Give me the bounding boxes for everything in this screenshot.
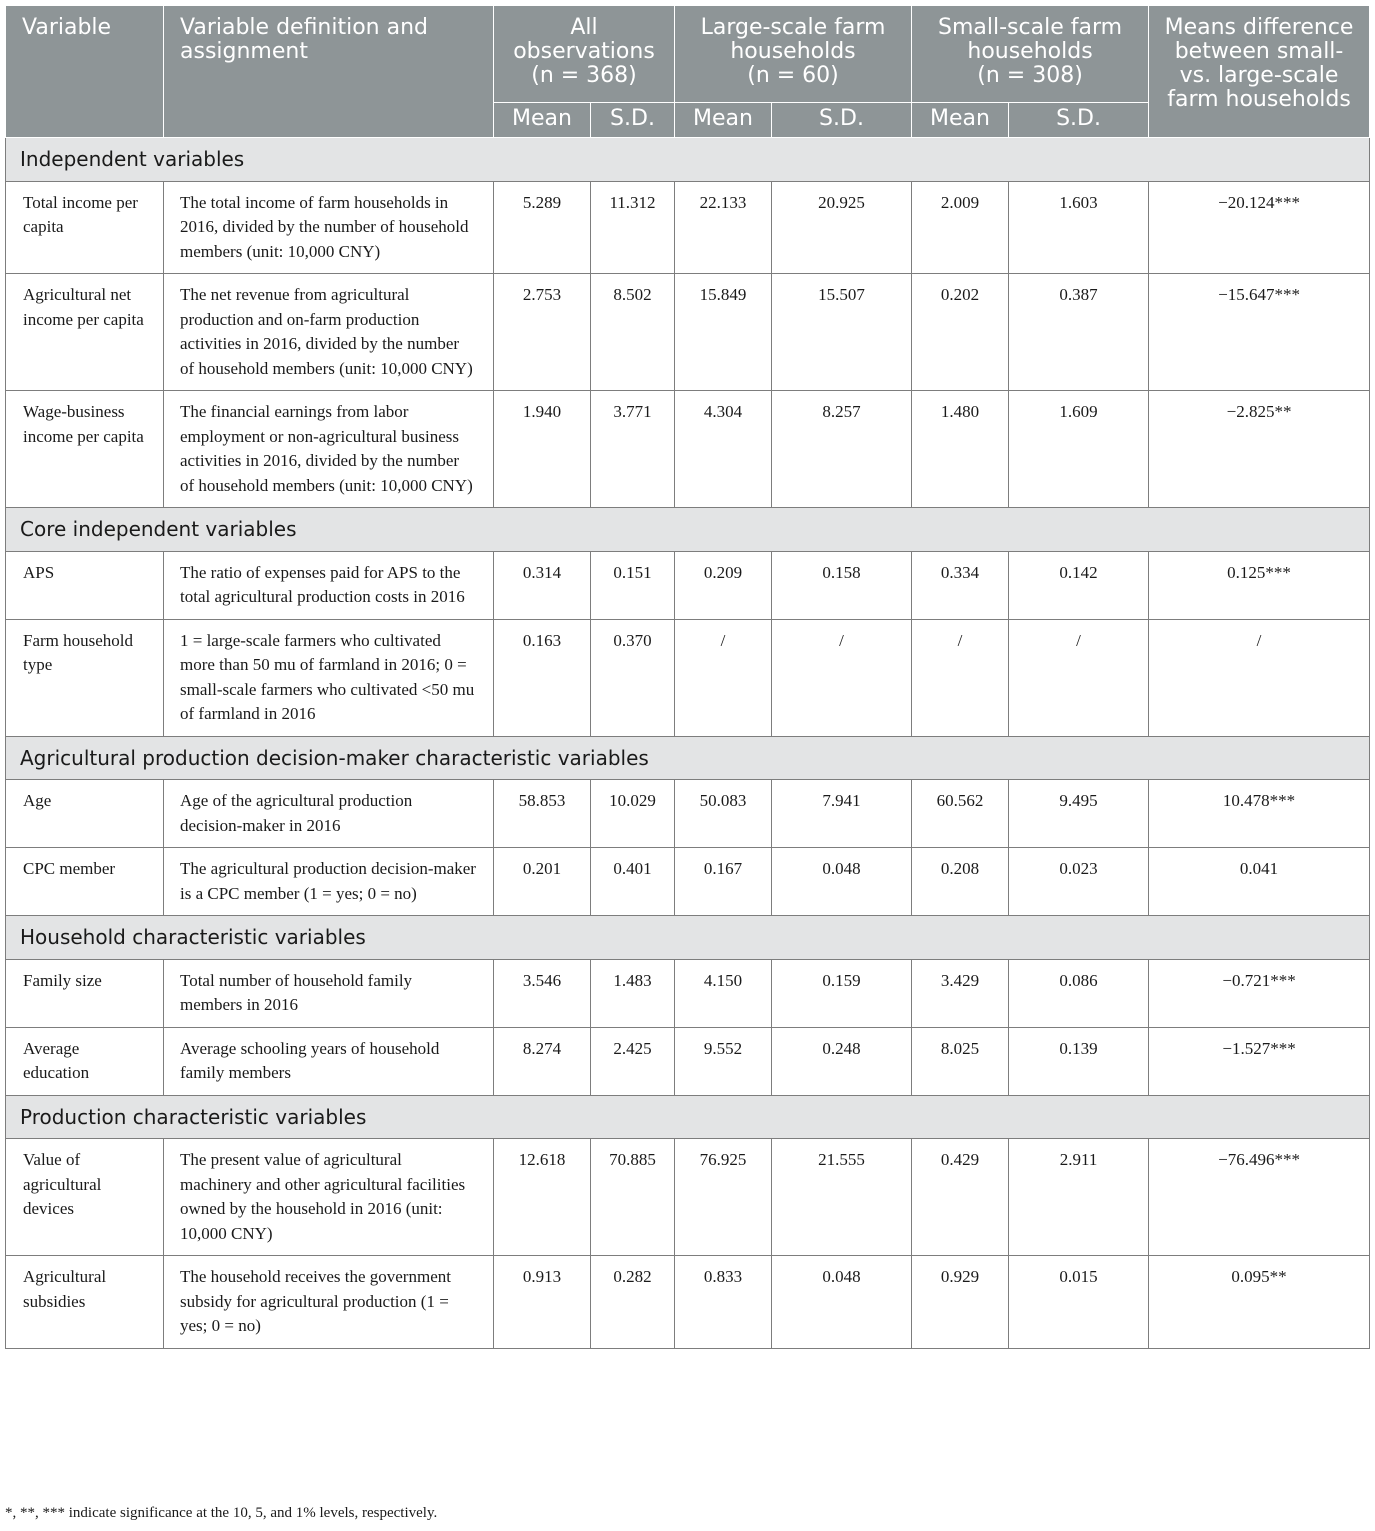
table-row — [6, 619, 1370, 736]
all-mean-cell: 58.853 — [494, 780, 591, 848]
small-mean-cell: 2.009 — [912, 181, 1009, 274]
large-sd-cell: 15.507 — [772, 274, 912, 391]
small-mean-cell: 60.562 — [912, 780, 1009, 848]
large-sd-cell: 0.248 — [772, 1027, 912, 1095]
variable-cell: Farm household type — [6, 619, 164, 736]
definition-cell: The household receives the government subsidy for agricultural production (1 = yes; 0 = no) — [164, 1256, 494, 1349]
means-difference-cell: −0.721*** — [1149, 959, 1370, 1027]
large-mean-cell: 9.552 — [675, 1027, 772, 1095]
means-difference-cell: 0.125*** — [1149, 551, 1370, 619]
large-sd-cell: 7.941 — [772, 780, 912, 848]
small-sd-cell: 2.911 — [1009, 1139, 1149, 1256]
table-row — [6, 391, 1370, 508]
table-row — [6, 848, 1370, 916]
large-mean-cell: 22.133 — [675, 181, 772, 274]
all-sd-cell: 0.282 — [591, 1256, 675, 1349]
all-sd-cell: 11.312 — [591, 181, 675, 274]
large-mean-cell: 4.150 — [675, 959, 772, 1027]
definition-cell: The agricultural production decision-maker is a CPC member (1 = yes; 0 = no) — [164, 848, 494, 916]
variable-cell: APS — [6, 551, 164, 619]
large-mean-cell: / — [675, 619, 772, 736]
variable-cell: Average education — [6, 1027, 164, 1095]
definition-cell: Age of the agricultural production decision-maker in 2016 — [164, 780, 494, 848]
table-row — [6, 780, 1370, 848]
header-large-mean: Mean — [675, 103, 772, 138]
table-row — [6, 1027, 1370, 1095]
section-header-row — [6, 1095, 1370, 1139]
all-mean-cell: 0.163 — [494, 619, 591, 736]
header-large-sd: S.D. — [772, 103, 912, 138]
section-header-row — [6, 138, 1370, 182]
table-row — [6, 181, 1370, 274]
header-all-mean: Mean — [494, 103, 591, 138]
table-row — [6, 1256, 1370, 1349]
small-mean-cell: 0.202 — [912, 274, 1009, 391]
table-header — [6, 6, 1370, 138]
small-sd-cell: 0.387 — [1009, 274, 1149, 391]
definition-cell: Average schooling years of household family members — [164, 1027, 494, 1095]
small-mean-cell: 3.429 — [912, 959, 1009, 1027]
all-mean-cell: 0.913 — [494, 1256, 591, 1349]
small-mean-cell: 8.025 — [912, 1027, 1009, 1095]
table-row — [6, 959, 1370, 1027]
header-small-scale — [912, 6, 1149, 103]
small-mean-cell: 1.480 — [912, 391, 1009, 508]
definition-cell: 1 = large-scale farmers who cultivated more than 50 mu of farmland in 2016; 0 = small-scale farmers who cultivated <50 mu of farmland in 2016 — [164, 619, 494, 736]
header-large-scale — [675, 6, 912, 103]
small-sd-cell: / — [1009, 619, 1149, 736]
definition-cell: The total income of farm households in 2016, divided by the number of household members (unit: 10,000 CNY) — [164, 181, 494, 274]
large-sd-cell: 0.159 — [772, 959, 912, 1027]
header-small-label: Small-scale farm households — [938, 15, 1123, 64]
small-sd-cell: 0.023 — [1009, 848, 1149, 916]
large-sd-cell: 0.048 — [772, 1256, 912, 1349]
all-mean-cell: 12.618 — [494, 1139, 591, 1256]
small-sd-cell: 0.139 — [1009, 1027, 1149, 1095]
section-title: Household characteristic variables — [6, 916, 1370, 960]
variable-cell: CPC member — [6, 848, 164, 916]
large-mean-cell: 0.833 — [675, 1256, 772, 1349]
small-sd-cell: 1.603 — [1009, 181, 1149, 274]
all-mean-cell: 0.314 — [494, 551, 591, 619]
means-difference-cell: −15.647*** — [1149, 274, 1370, 391]
header-all-label: All observations — [513, 15, 655, 64]
variable-cell: Total income per capita — [6, 181, 164, 274]
small-mean-cell: 0.429 — [912, 1139, 1009, 1256]
section-title: Production characteristic variables — [6, 1095, 1370, 1139]
all-sd-cell: 3.771 — [591, 391, 675, 508]
variable-cell: Family size — [6, 959, 164, 1027]
large-sd-cell: 8.257 — [772, 391, 912, 508]
means-difference-cell: 10.478*** — [1149, 780, 1370, 848]
means-difference-cell: 0.041 — [1149, 848, 1370, 916]
means-difference-cell: 0.095** — [1149, 1256, 1370, 1349]
variable-cell: Agricultural net income per capita — [6, 274, 164, 391]
small-sd-cell: 9.495 — [1009, 780, 1149, 848]
definition-cell: Total number of household family members in 2016 — [164, 959, 494, 1027]
means-difference-cell: −2.825** — [1149, 391, 1370, 508]
header-large-label: Large-scale farm households — [700, 15, 886, 64]
means-difference-cell: −1.527*** — [1149, 1027, 1370, 1095]
means-difference-cell: −20.124*** — [1149, 181, 1370, 274]
all-mean-cell: 8.274 — [494, 1027, 591, 1095]
all-sd-cell: 2.425 — [591, 1027, 675, 1095]
all-sd-cell: 1.483 — [591, 959, 675, 1027]
variable-cell: Wage-business income per capita — [6, 391, 164, 508]
significance-footnote: *, **, *** indicate significance at the 10, 5, and 1% levels, respectively. — [5, 1505, 438, 1521]
small-mean-cell: 0.208 — [912, 848, 1009, 916]
all-sd-cell: 8.502 — [591, 274, 675, 391]
large-sd-cell: 0.158 — [772, 551, 912, 619]
all-mean-cell: 3.546 — [494, 959, 591, 1027]
large-mean-cell: 76.925 — [675, 1139, 772, 1256]
all-mean-cell: 5.289 — [494, 181, 591, 274]
large-mean-cell: 4.304 — [675, 391, 772, 508]
small-sd-cell: 0.086 — [1009, 959, 1149, 1027]
header-all-sd: S.D. — [591, 103, 675, 138]
definition-cell: The ratio of expenses paid for APS to the total agricultural production costs in 2016 — [164, 551, 494, 619]
large-sd-cell: 20.925 — [772, 181, 912, 274]
header-large-n: (n = 60) — [747, 63, 839, 88]
header-all-observations — [494, 6, 675, 103]
section-header-row — [6, 508, 1370, 552]
table-body — [6, 138, 1370, 1349]
definition-cell: The financial earnings from labor employment or non-agricultural business activities in 2016, divided by the number of household members (unit: 10,000 CNY) — [164, 391, 494, 508]
small-sd-cell: 0.015 — [1009, 1256, 1149, 1349]
means-difference-cell: −76.496*** — [1149, 1139, 1370, 1256]
all-mean-cell: 2.753 — [494, 274, 591, 391]
table-row — [6, 1139, 1370, 1256]
large-sd-cell: 0.048 — [772, 848, 912, 916]
header-variable: Variable — [6, 6, 164, 138]
large-mean-cell: 0.167 — [675, 848, 772, 916]
definition-cell: The net revenue from agricultural production and on-farm production activities in 2016, divided by the number of household members (unit: 10,000 CNY) — [164, 274, 494, 391]
variable-cell: Age — [6, 780, 164, 848]
all-mean-cell: 0.201 — [494, 848, 591, 916]
section-title: Independent variables — [6, 138, 1370, 182]
large-sd-cell: 21.555 — [772, 1139, 912, 1256]
small-mean-cell: 0.334 — [912, 551, 1009, 619]
large-sd-cell: / — [772, 619, 912, 736]
header-small-mean: Mean — [912, 103, 1009, 138]
section-title: Agricultural production decision-maker characteristic variables — [6, 736, 1370, 780]
header-all-n: (n = 368) — [531, 63, 637, 88]
header-means-difference: Means difference between small- vs. large-scale farm households — [1149, 6, 1370, 138]
small-sd-cell: 0.142 — [1009, 551, 1149, 619]
header-small-n: (n = 308) — [977, 63, 1083, 88]
all-sd-cell: 10.029 — [591, 780, 675, 848]
table-row — [6, 274, 1370, 391]
all-sd-cell: 0.151 — [591, 551, 675, 619]
all-sd-cell: 0.401 — [591, 848, 675, 916]
all-sd-cell: 70.885 — [591, 1139, 675, 1256]
small-mean-cell: 0.929 — [912, 1256, 1009, 1349]
header-small-sd: S.D. — [1009, 103, 1149, 138]
large-mean-cell: 15.849 — [675, 274, 772, 391]
small-sd-cell: 1.609 — [1009, 391, 1149, 508]
summary-statistics-table — [5, 5, 1370, 1349]
section-header-row — [6, 736, 1370, 780]
section-header-row — [6, 916, 1370, 960]
section-title: Core independent variables — [6, 508, 1370, 552]
means-difference-cell: / — [1149, 619, 1370, 736]
all-mean-cell: 1.940 — [494, 391, 591, 508]
header-definition: Variable definition and assignment — [164, 6, 494, 138]
small-mean-cell: / — [912, 619, 1009, 736]
variable-cell: Agricultural subsidies — [6, 1256, 164, 1349]
variable-cell: Value of agricultural devices — [6, 1139, 164, 1256]
large-mean-cell: 50.083 — [675, 780, 772, 848]
definition-cell: The present value of agricultural machinery and other agricultural facilities owned by the household in 2016 (unit: 10,000 CNY) — [164, 1139, 494, 1256]
table-row — [6, 551, 1370, 619]
large-mean-cell: 0.209 — [675, 551, 772, 619]
all-sd-cell: 0.370 — [591, 619, 675, 736]
